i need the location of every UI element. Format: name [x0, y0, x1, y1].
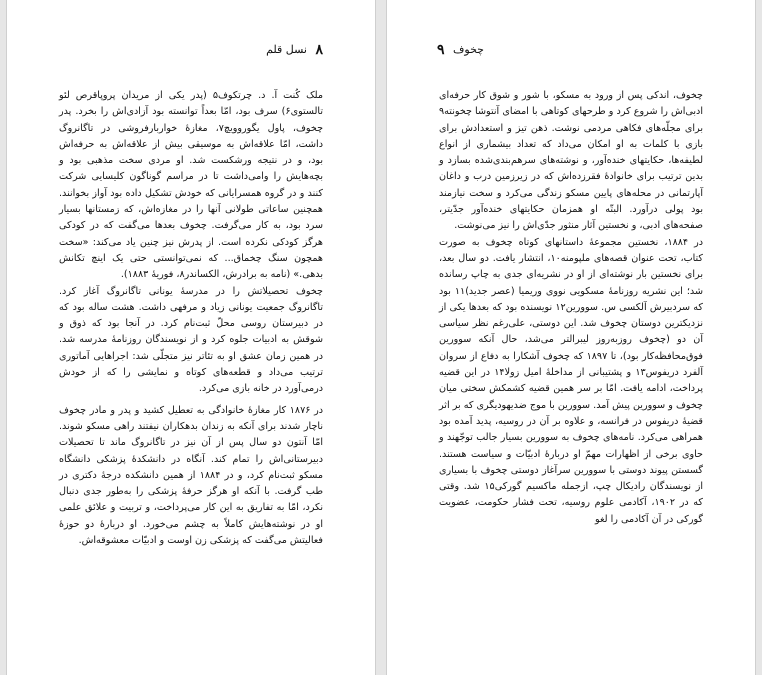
paragraph: ملک کُنت آ. د. چرتکوف۵ (پدر یکی از مریدان پروپاقرص لئو تالستوی۶) سرف بود، امّا بعداً توانسته بود آزادی‌اش را بخرد. پدر چخوف، پاول یگوروویچ۷، مغازهٔ خواربارفروشی در تاگانروگ داشت، امّا علاقه‌اش به موسیقی بیش از علاقه‌اش به حرفه‌اش بود، و در نتیجه ورشکست شد. او مردی سخت مذهبی بود و بچه‌هایش را وامی‌داشت تا در مراسم گوناگون کلیسایی شرکت کنند و در گروه همسرایانی که خودش تشکیل داده بود آواز بخوانند. همچنین ساعاتی طولانی آنها را در مغازه‌اش، که زمستانها بسیار سرد بود، به کار می‌گرفت. چخوف بعدها می‌گفت که در کودکی هرگز کودکی نکرده است. از پدرش نیز چنین یاد می‌کند: «سخت همچون سنگ چخماق... که نمی‌توانستی حتی یک اینچ تکانش بدهی.» (نامه به برادرش، الکساندر۸، فوریهٔ ۱۸۸۳).	[59, 90, 323, 281]
page-number: ۸	[315, 42, 323, 58]
right-page-body	[439, 88, 703, 528]
page-number: ۹	[437, 42, 445, 58]
right-page	[386, 0, 756, 675]
left-page-body	[59, 88, 323, 549]
running-title: چخوف	[453, 43, 484, 56]
left-page-header	[57, 42, 323, 60]
paragraph: در ۱۸۸۴، نخستین مجموعهٔ داستانهای کوتاه چخوف به صورت کتاب، تحت عنوان قصه‌های ملپومنه۱۰، انتشار یافت. دو سال بعد، برای نخستین بار نوشته‌ای از او در نشریه‌ای جدی به چاپ رسانده شد؛ این نشریه روزنامهٔ مسکویی نووی وریمیا (عصر جدید)۱۱ بود که سردبیرش آلکسی س. سوورین۱۲ نویسنده بود که بعدها یکی از نزدیکترین دوستان چخوف شد. این دوستی، علی‌رغم نظر سیاسی آن دو (چخوف روزبه‌روز لیبرالتر می‌شد، حال آنکه سوورین فوق‌محافظه‌کار بود)، تا ۱۸۹۷ که چخوف آشکارا به دفاع از سروان آلفرد دریفوس۱۳ و پشتیبانی از مداخلهٔ امیل زولا۱۴ در این قضیه پرداخت، ادامه یافت. امّا بر سر همین قضیه کشمکش سختی میان چخوف و سوورین پیش آمد. سوورین با موج ضدیهودیگری که بر اثر قضیهٔ دریفوس در فرانسه، و علاوه بر آن در روسیه، پدید آمده بود همراهی می‌کرد. نامه‌های چخوف به سوورین بسیار جالب توجّهند و حاوی برخی از اظهارات مهمّ او دربارهٔ ادبیّات و سیاست هستند. گسستن پیوند دوستی با سوورین سرآغاز دوستی چخوف با بسیاری از نویسندگان رادیکال چپ، ازجمله ماکسیم گورکی۱۵ شد. وقتی که در ۱۹۰۲، آکادمی علوم روسیه، تحت فشار حکومت، عضویت گورکی در آن آکادمی را لغو	[439, 236, 704, 525]
left-page	[6, 0, 376, 675]
running-title: نسل قلم	[266, 43, 307, 56]
paragraph: در ۱۸۷۶ کار مغازهٔ خانوادگی به تعطیل کشید و پدر و مادر چخوف ناچار شدند برای آنکه به زندان بدهکاران نیفتند راهی مسکو شوند. امّا آنتون دو سال پس از آن نیز در تاگانروگ ماند تا تحصیلات دبیرستانی‌اش را تمام کند. آنگاه در دانشکدهٔ پزشکی دانشگاه مسکو ثبت‌نام کرد، و در ۱۸۸۴ از همین دانشکده درجهٔ دکتری در طب گرفت. با آنکه او هرگز حرفهٔ پزشکی را به‌طور جدی دنبال نکرد، امّا به تفاریق به این کار می‌پرداخت، و تربیت و علائق علمی او در نوشته‌هایش کاملاً به چشم می‌خورد. او دربارهٔ دو حوزهٔ فعالیتش می‌گفت که پزشکی زن اوست و ادبیّات معشوقه‌اش.	[59, 404, 323, 547]
paragraph: چخوف، اندکی پس از ورود به مسکو، با شور و شوق کار حرفه‌ای ادبی‌اش را شروع کرد و طرحهای کوتاهی با امضای آنتوشا چخونته۹ برای مجلّه‌های فکاهی مردمی نوشت. ذهن تیز و استعدادش برای بازی با کلمات به او امکان می‌داد که تعداد بیشماری از انواع لطیفه‌ها، حکایتهای خنده‌آور، و نوشته‌های سرهم‌بندی‌شده بسازد و بدین ترتیب برای خانوادهٔ فقرزده‌اش که در زیرزمین درب و داغان آپارتمانی در محله‌های پایین مسکو زندگی می‌کرد و سخت نیازمند بود پولی درآورد. البتّه او همزمان حکایتهای خنده‌آور جدّیتر، صفحه‌های ادبی، و نخستین آثار منثور جدّی‌اش را نیز می‌نوشت.	[439, 90, 703, 232]
right-page-header	[437, 42, 703, 60]
paragraph: چخوف تحصیلاتش را در مدرسهٔ یونانی تاگانروگ آغاز کرد. تاگانروگ جمعیت یونانی زیاد و مرفهی داشت. هشت ساله بود که در دبیرستان روسی محلّ ثبت‌نام کرد. در آنجا بود که ذوق و شوقش به ادبیات جلوه کرد و از نویسندگان روزنامهٔ مدرسه شد. در همین زمان عشق او به تئاتر نیز متجلّی شد: اجراهایی آماتوری ترتیب می‌داد و قطعه‌های کوتاه و نمایشی را که از خودش درمی‌آورد در خانه بازی می‌کرد.	[59, 285, 323, 395]
